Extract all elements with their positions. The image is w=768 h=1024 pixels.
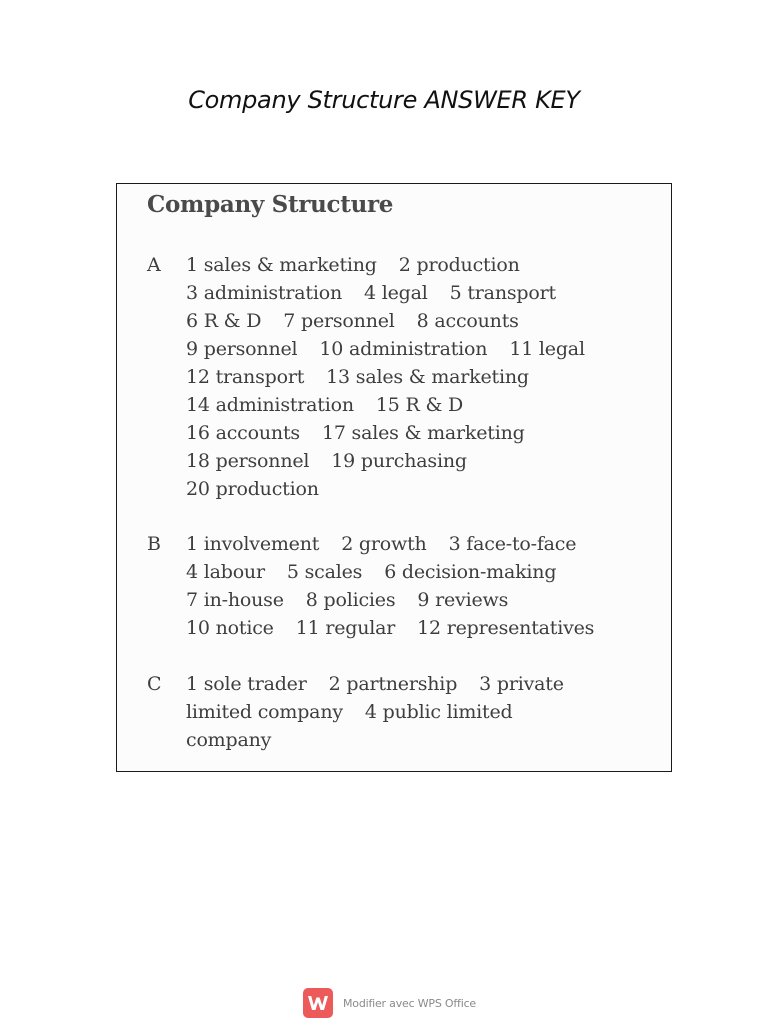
answer-item: 2 partnership — [328, 673, 458, 695]
wps-office-logo-icon — [303, 988, 333, 1018]
answer-item: 2 growth — [341, 533, 427, 555]
answer-item: 9 reviews — [417, 589, 509, 611]
answer-item: 6 R & D — [186, 310, 262, 332]
answer-line — [186, 391, 676, 419]
answer-line — [186, 279, 676, 307]
answer-item: 2 production — [398, 254, 520, 276]
answer-line — [186, 586, 676, 614]
answer-item: 11 legal — [509, 338, 585, 360]
answer-item: 12 transport — [186, 366, 305, 388]
answer-item: 8 policies — [305, 589, 396, 611]
answer-key-box — [116, 183, 672, 772]
answer-item: 14 administration — [186, 394, 354, 416]
answer-line — [186, 307, 676, 335]
answer-item: 5 transport — [449, 282, 556, 304]
answer-item: 9 personnel — [186, 338, 298, 360]
answer-line — [186, 251, 676, 279]
answer-item: 13 sales & marketing — [326, 366, 529, 388]
section-answers — [186, 530, 676, 642]
answer-item: 7 in-house — [186, 589, 284, 611]
answer-line — [186, 614, 676, 642]
answer-item: 18 personnel — [186, 450, 310, 472]
answer-line — [186, 558, 676, 586]
answer-item: 3 administration — [186, 282, 343, 304]
answer-item: 8 accounts — [416, 310, 519, 332]
section-answers — [186, 670, 676, 754]
answer-item: 1 sales & marketing — [186, 254, 377, 276]
answer-item: 10 administration — [319, 338, 488, 360]
footer-text: Modifier avec WPS Office — [343, 996, 477, 1010]
answer-line — [186, 475, 676, 503]
section-answers — [186, 251, 676, 503]
answer-item: 5 scales — [286, 561, 363, 583]
answer-item: 1 sole trader — [186, 673, 307, 695]
answer-item: 15 R & D — [375, 394, 464, 416]
answer-item: 20 production — [186, 478, 319, 500]
answer-line — [186, 726, 676, 754]
answer-item: 4 public limited — [364, 701, 513, 723]
answer-item: 1 involvement — [186, 533, 320, 555]
box-heading: Company Structure — [147, 191, 394, 218]
answer-line — [186, 698, 676, 726]
answer-item: 19 purchasing — [331, 450, 467, 472]
answer-item: 4 legal — [364, 282, 428, 304]
wps-footer-badge[interactable] — [303, 988, 476, 1018]
section-letter: B — [147, 533, 161, 555]
answer-item: 10 notice — [186, 617, 274, 639]
answer-item: 6 decision-making — [384, 561, 557, 583]
answer-item: 17 sales & marketing — [321, 422, 525, 444]
answer-line — [186, 335, 676, 363]
answer-item: 11 regular — [295, 617, 396, 639]
page-title: Company Structure ANSWER KEY — [188, 86, 580, 114]
answer-item: 3 face-to-face — [448, 533, 577, 555]
answer-line — [186, 419, 676, 447]
section-letter: A — [147, 254, 161, 276]
section-letter: C — [147, 673, 162, 695]
answer-item: 12 representatives — [417, 617, 595, 639]
answer-item: 7 personnel — [283, 310, 395, 332]
answer-line — [186, 447, 676, 475]
answer-item: company — [186, 729, 272, 751]
answer-line — [186, 670, 676, 698]
answer-item: 3 private — [479, 673, 564, 695]
answer-item: limited company — [186, 701, 343, 723]
answer-line — [186, 530, 676, 558]
answer-item: 16 accounts — [186, 422, 300, 444]
answer-line — [186, 363, 676, 391]
answer-item: 4 labour — [186, 561, 265, 583]
